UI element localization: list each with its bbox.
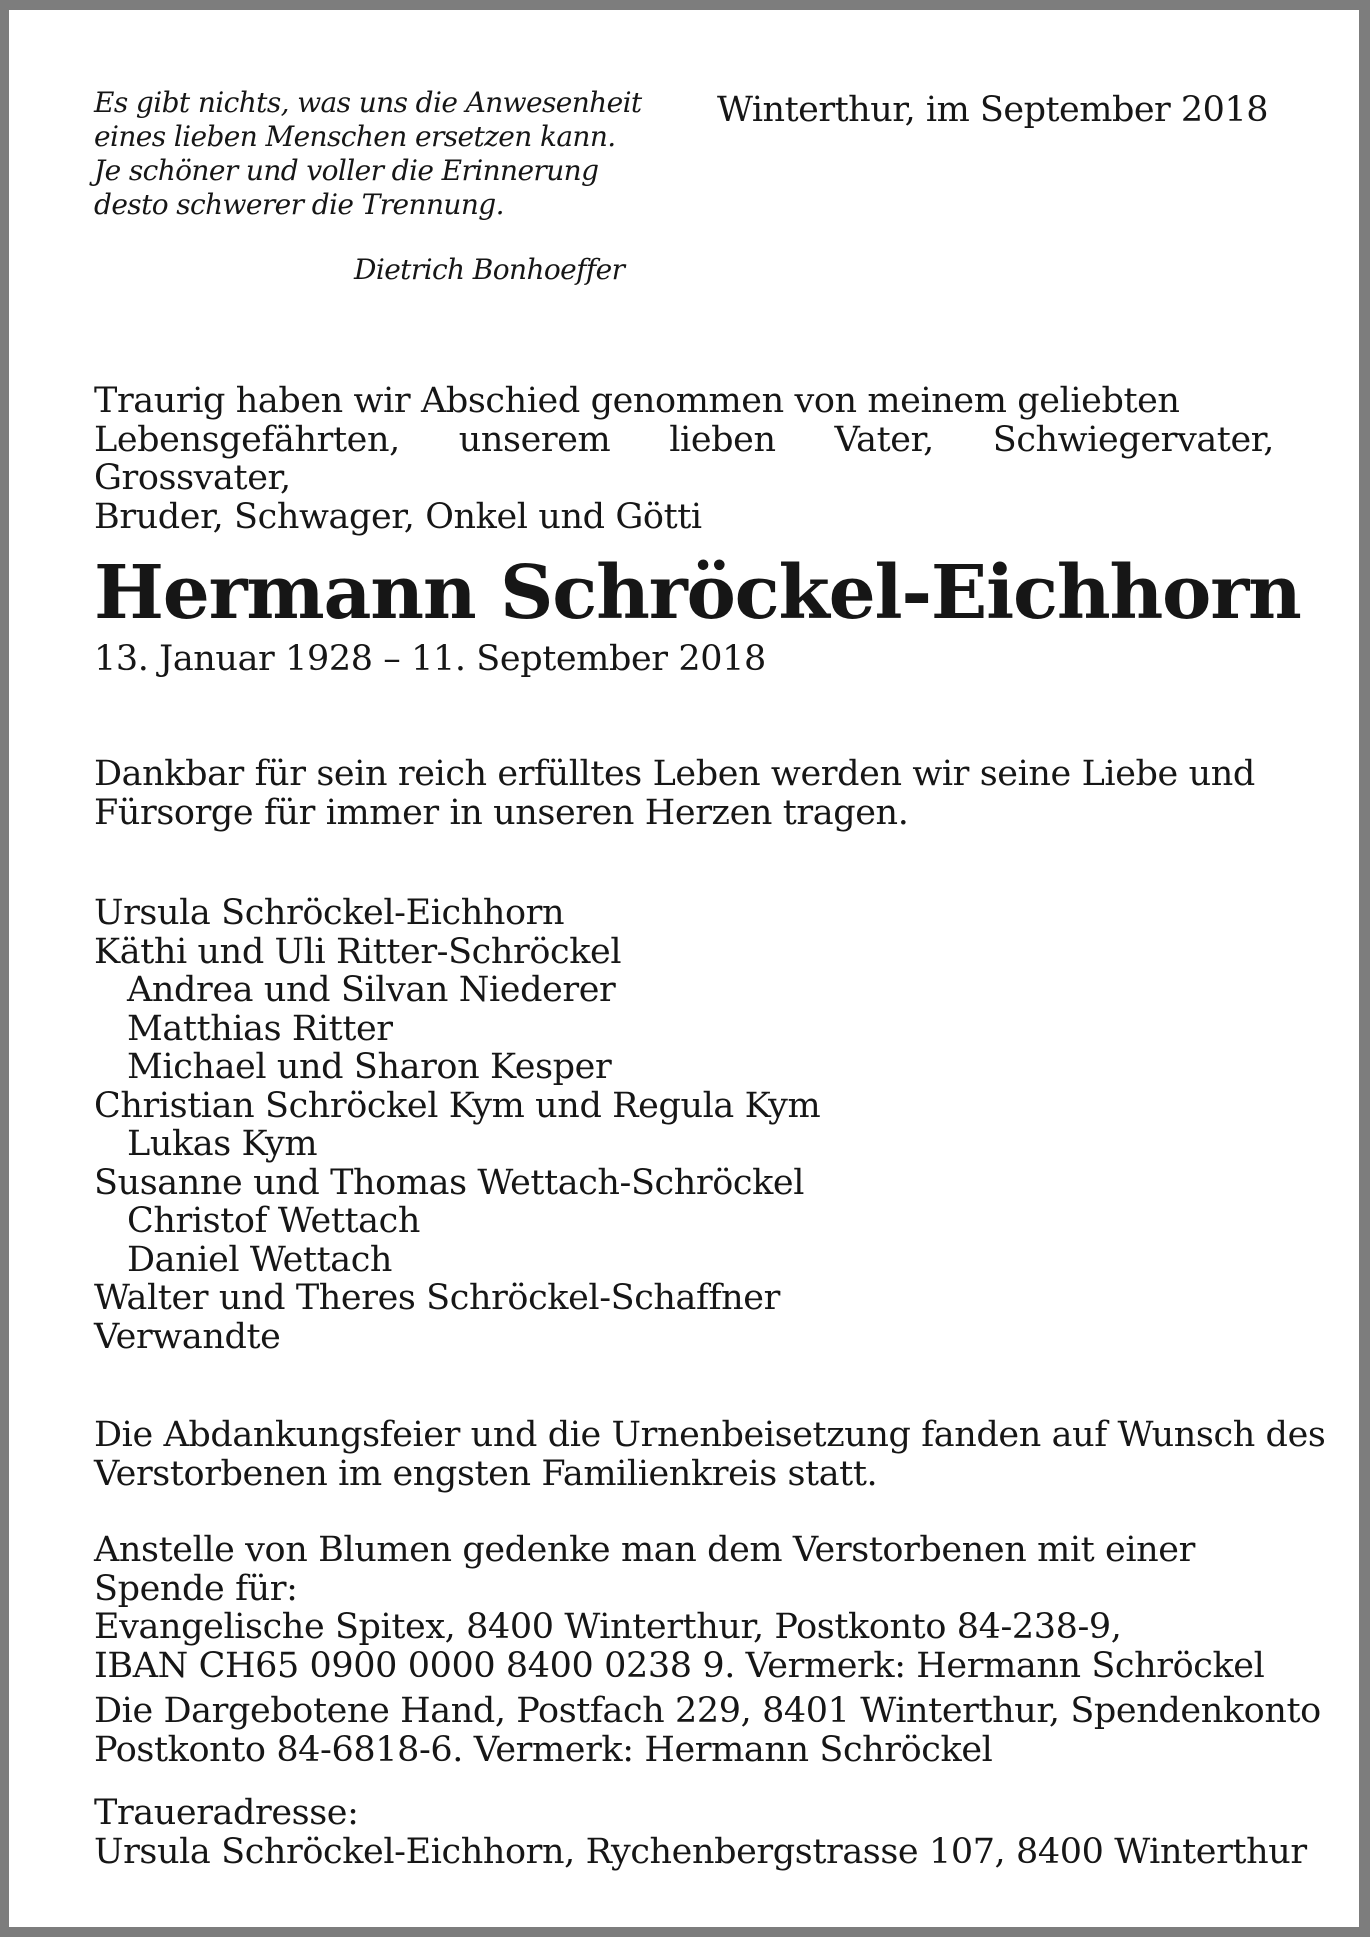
quote-line: Je schöner und voller die Erinnerung: [94, 154, 599, 187]
place-date: Winterthur, im September 2018: [716, 90, 1268, 130]
text-line: Spende für:: [94, 1568, 298, 1609]
text-line: Bruder, Schwager, Onkel und Götti: [94, 496, 702, 537]
address-value: Ursula Schröckel-Eichhorn, Rychenbergstrasse 107, 8400 Winterthur: [94, 1831, 1307, 1872]
text-line: Lebensgefährten, unserem lieben Vater, Schwiegervater, Grossvater,: [94, 419, 1274, 498]
text-line: Verstorbenen im engsten Familienkreis statt.: [94, 1453, 878, 1494]
quote-author: Dietrich Bonhoeffer: [354, 253, 625, 286]
text-line: Evangelische Spitex, 8400 Winterthur, Postkonto 84-238-9,: [94, 1607, 1122, 1647]
donation-paragraph: [94, 1530, 1321, 1770]
address-label: Traueradresse:: [94, 1793, 359, 1833]
obituary-page: [9, 10, 1359, 1927]
text-line: Traurig haben wir Abschied genommen von meinem geliebten: [94, 381, 1180, 421]
family-member: Ursula Schröckel-Eichhorn: [94, 893, 565, 933]
intro-paragraph: [94, 382, 1274, 536]
text-line: Die Abdankungsfeier und die Urnenbeisetzung fanden auf Wunsch des: [94, 1415, 1326, 1455]
family-member: Andrea und Silvan Niederer: [127, 970, 616, 1010]
family-member: Christian Schröckel Kym und Regula Kym: [94, 1085, 821, 1126]
quote-line: Es gibt nichts, was uns die Anwesenheit: [94, 86, 642, 119]
family-member: Walter und Theres Schröckel-Schaffner: [94, 1278, 780, 1318]
family-member: Christof Wettach: [127, 1201, 420, 1241]
deceased-name: Hermann Schröckel-Eichhorn: [94, 550, 1301, 636]
text-line: Fürsorge für immer in unseren Herzen tragen.: [94, 792, 909, 833]
text-line: Dankbar für sein reich erfülltes Leben werden wir seine Liebe und: [94, 754, 1255, 794]
ceremony-paragraph: [94, 1415, 1326, 1494]
family-member: Verwandte: [94, 1316, 281, 1357]
mourning-address: [94, 1793, 1307, 1872]
life-dates: [94, 640, 1274, 679]
gratitude-paragraph: [94, 755, 1274, 832]
family-member: Käthi und Uli Ritter-Schröckel: [94, 931, 622, 972]
family-member: Daniel Wettach: [127, 1239, 393, 1280]
text-line: Die Dargebotene Hand, Postfach 229, 8401 Winterthur, Spendenkonto: [94, 1691, 1321, 1731]
text-line: 13. Januar 1928 – 11. September 2018: [94, 639, 766, 679]
quote-line: desto schwerer die Trennung.: [94, 188, 504, 221]
bonhoeffer-quote: [94, 86, 654, 222]
quote-line: eines lieben Menschen ersetzen kann.: [94, 120, 616, 153]
text-line: Postkonto 84-6818-6. Vermerk: Hermann Schröckel: [94, 1729, 993, 1770]
family-member: Susanne und Thomas Wettach-Schröckel: [94, 1162, 805, 1203]
family-member: Michael und Sharon Kesper: [127, 1047, 612, 1087]
family-member: Lukas Kym: [127, 1124, 318, 1164]
family-list: [94, 894, 1274, 1356]
text-line: Anstelle von Blumen gedenke man dem Verstorbenen mit einer: [94, 1530, 1195, 1570]
text-line: IBAN CH65 0900 0000 8400 0238 9. Vermerk: Hermann Schröckel: [94, 1645, 1265, 1686]
family-member: Matthias Ritter: [127, 1008, 393, 1049]
